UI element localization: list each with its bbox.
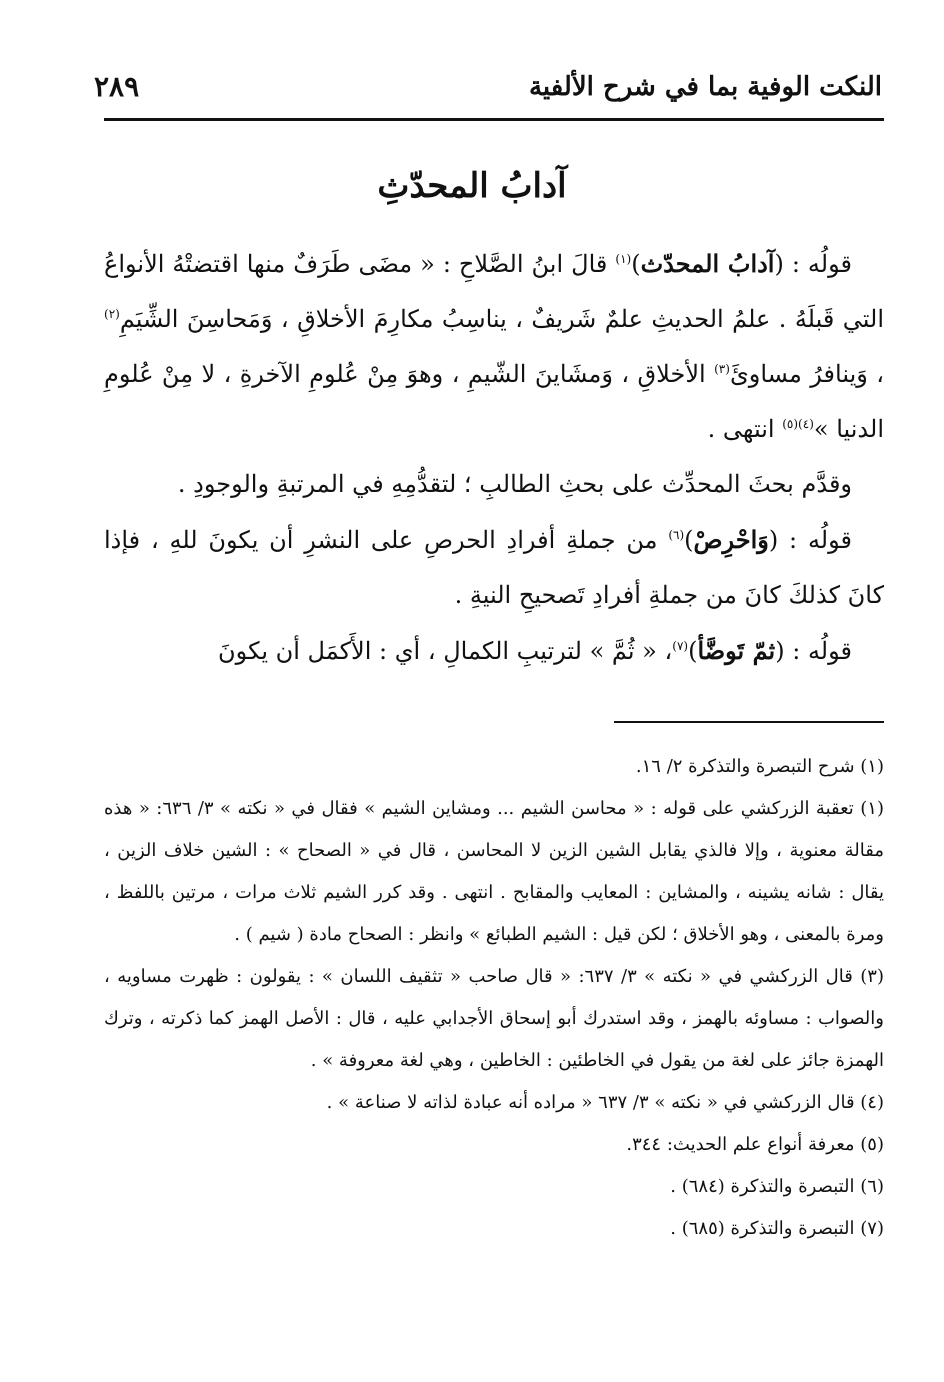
text-run: قولُه : ( xyxy=(774,250,852,278)
quoted-verse: ثمّ تَوضَّأ xyxy=(697,636,776,665)
footnote-ref: (٣) xyxy=(714,362,730,376)
section-title: آدابُ المحدّثِ xyxy=(377,166,567,206)
text-run: وقدَّم بحثَ المحدِّث على بحثِ الطالبِ ؛ لتقدُّمِهِ في المرتبةِ والوجودِ . xyxy=(177,470,852,498)
footnote-ref: (٧) xyxy=(672,639,689,653)
text-run: ) xyxy=(631,250,641,278)
footnote: (٣) قال الزركشي في « نكته » ٣/ ٦٣٧: « قال صاحب « تثقيف اللسان » : يقولون : ظهرت مساويه ، والصواب : مساوئه بالهمز ، وقد استدرك أبو إسحاق الأجدابي عليه ، قال : الأصل الهمز كما ذكرته ، وترك الهمزة جائز على لغة من يقول في الخاطئين : الخاطين ، وهي لغة معروفة » . xyxy=(104,966,884,1071)
paragraph xyxy=(104,512,884,623)
paragraph xyxy=(104,236,884,457)
text-run: ) xyxy=(684,526,694,554)
footnote: (٥) معرفة أنواع علم الحديث: ٣٤٤. xyxy=(626,1134,884,1155)
footnote-ref: (٢) xyxy=(104,307,120,321)
text-run: من جملةِ أفرادِ الحرصِ على النشرِ أن يكونَ للهِ ، فإذا كانَ كذلكَ كانَ من جملةِ أفرادِ تَصحيحِ النيةِ . xyxy=(104,526,884,609)
header-divider xyxy=(104,118,884,121)
footnotes xyxy=(104,746,884,1250)
page-number: ٢٨٩ xyxy=(94,70,140,103)
running-header-title: النكت الوفية بما في شرح الألفية xyxy=(528,72,882,102)
quoted-verse: آدابُ المحدّث xyxy=(640,249,775,278)
text-run: قولُه : ( xyxy=(775,637,852,665)
footnote: (١) تعقبة الزركشي على قوله : « محاسن الشيم ... ومشاين الشيم » فقال في « نكته » ٣/ ٦٣٦: « هذه مقالة معنوية ، وإلا فالذي يقابل الشين الزين لا المحاسن ، قال في « الصحاح » : الشين خلاف الزين ، يقال : شانه يشينه ، والمشاين : المعايب والمقابح . انتهى . وقد كرر الشيم ثلاث مرات ، مرتين باللفظ ، ومرة بالمعنى ، وهو الأخلاق ؛ لكن قيل : الشيم الطبائع » وانظر : الصحاح مادة ( شيم ) . xyxy=(104,798,885,945)
footnote: (١) شرح التبصرة والتذكرة ٢/ ١٦. xyxy=(635,756,884,777)
quoted-verse: وَاحْرِصْ xyxy=(693,525,769,554)
text-run: الأخلاقِ ، وَمشَاينَ الشّيمِ ، وهوَ مِنْ عُلومِ الآخرةِ ، لا مِنْ عُلومِ الدنيا » xyxy=(104,360,884,443)
footnote-divider xyxy=(614,721,884,723)
text-run: قولُه : ( xyxy=(768,526,852,554)
footnote: (٦) التبصرة والتذكرة (٦٨٤) . xyxy=(670,1176,884,1197)
paragraph xyxy=(104,623,884,679)
footnote: (٤) قال الزركشي في « نكته » ٣/ ٦٣٧ « مراده أنه عبادة لذاته لا صناعة » . xyxy=(326,1092,884,1113)
text-run: قالَ ابنُ الصَّلاحِ : « مضَى طَرَفٌ منها اقتضتْهُ الأنواعُ التي قَبلَهُ . علمُ الحديثِ علمٌ شَريفٌ ، يناسِبُ مكارِمَ الأخلاقِ ، وَمَحاسِنَ الشِّيَمِ xyxy=(104,250,884,333)
paragraph xyxy=(104,457,884,512)
footnote-ref: (٦) xyxy=(668,528,685,542)
text-run: ، « ثُمَّ » لترتيبِ الكمالِ ، أي : الأَكمَل أن يكونَ xyxy=(218,637,673,665)
text-run: انتهى . xyxy=(707,415,783,443)
text-run: ، وَينافرُ مساوئَ xyxy=(729,360,885,388)
footnote-ref: (٤)(٥) xyxy=(782,417,814,431)
footnote: (٧) التبصرة والتذكرة (٦٨٥) . xyxy=(670,1218,884,1239)
footnote-ref: (١) xyxy=(615,252,632,266)
main-text xyxy=(104,236,884,679)
text-run: ) xyxy=(688,637,698,665)
